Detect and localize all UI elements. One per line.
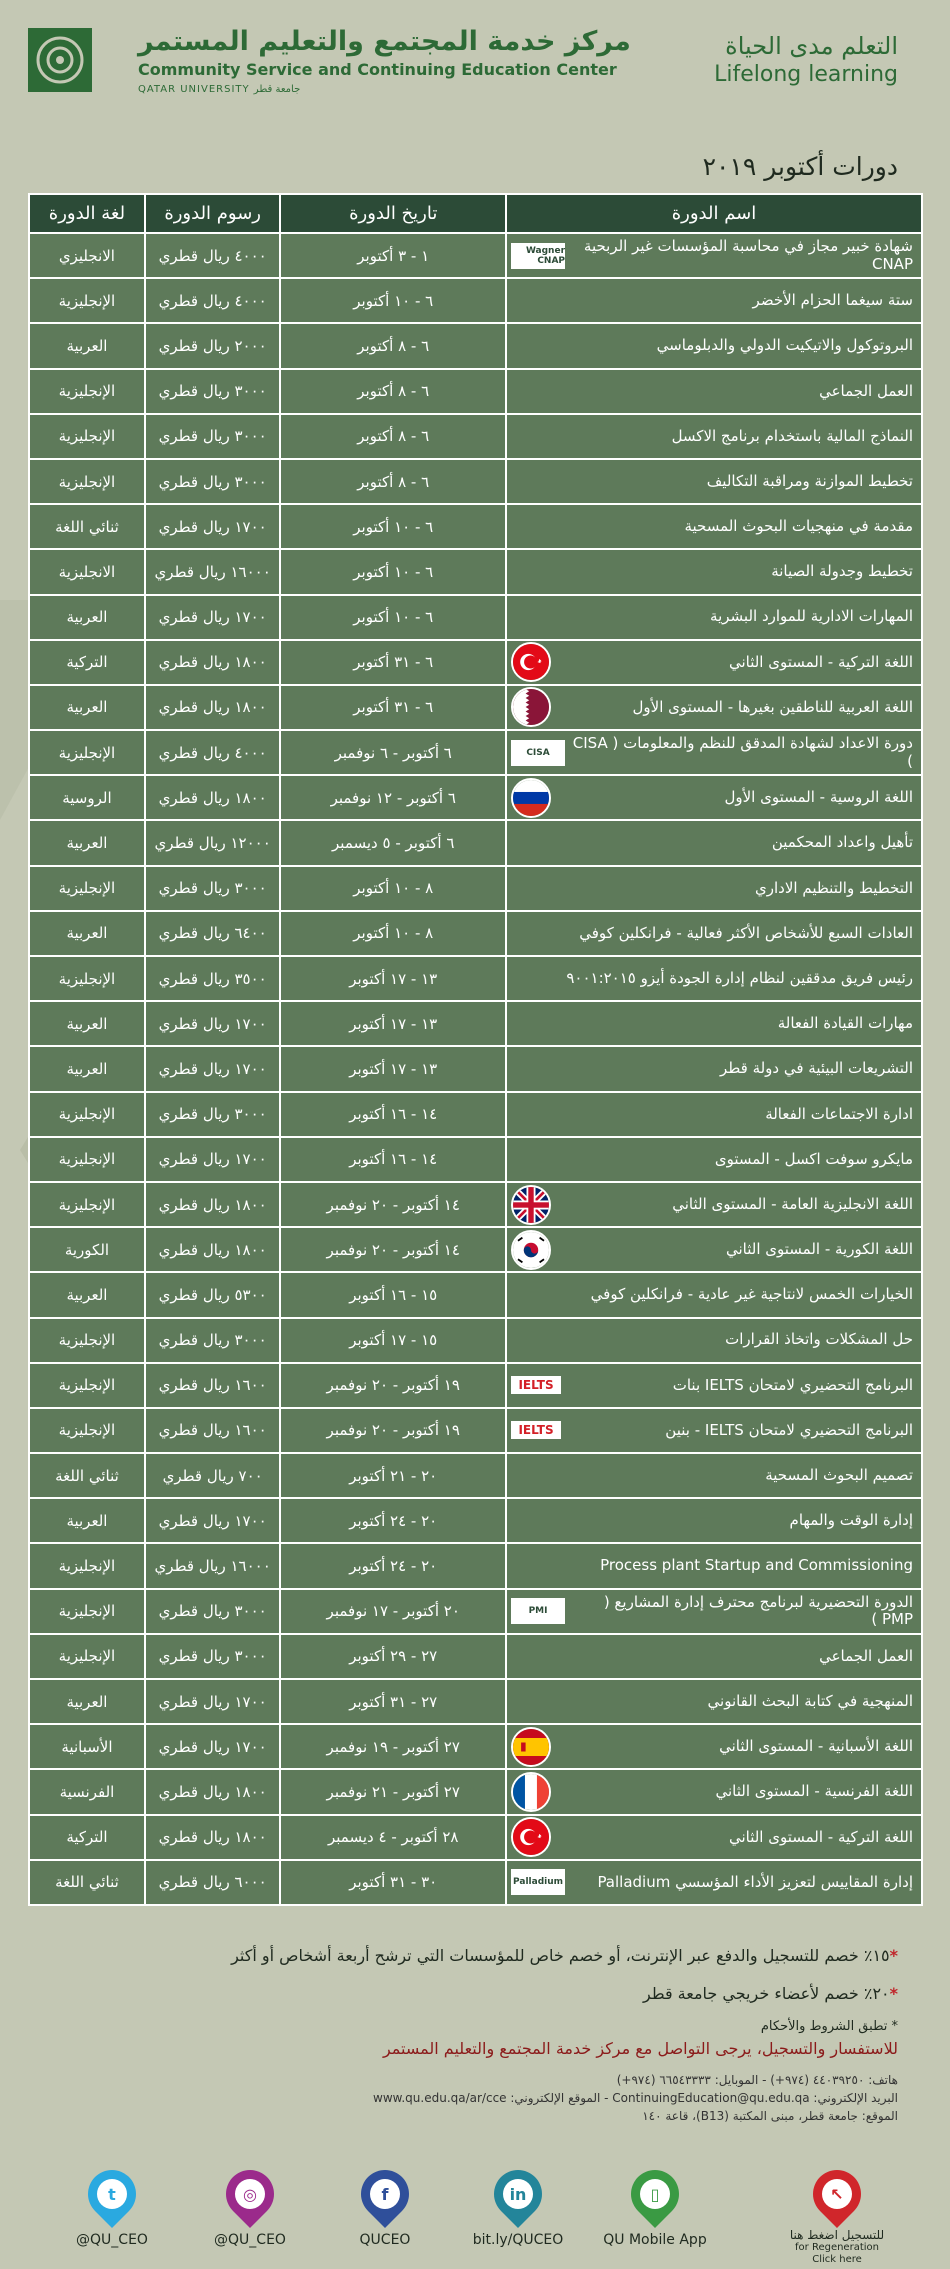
course-language: الإنجليزية [29, 1634, 145, 1679]
course-name: المهارات الادارية للموارد البشرية [710, 607, 913, 626]
course-name-cell [506, 233, 922, 278]
course-date: ٢٠ - ٢١ أكتوبر [280, 1453, 506, 1498]
course-date: ٦ - ٣١ أكتوبر [280, 640, 506, 685]
course-language: الروسية [29, 775, 145, 820]
course-fee: ٦٠٠٠ ريال قطري [145, 1860, 281, 1905]
course-fee: ٧٠٠ ريال قطري [145, 1453, 281, 1498]
header-lang: لغة الدورة [29, 194, 145, 233]
instagram-label[interactable]: @QU_CEO [214, 2232, 286, 2248]
table-row [29, 1137, 922, 1182]
table-row [29, 866, 922, 911]
twitter-icon[interactable]: t [78, 2160, 146, 2228]
discount-note-online: *١٥٪ خصم للتسجيل والدفع عبر الإنترنت، أو خصم خاص للمؤسسات التي ترشح أربعة أشخاص أو أكثر [231, 1946, 898, 1965]
course-name: ستة سيغما الحزام الأخضر [752, 291, 913, 310]
course-date: ١٤ أكتوبر - ٢٠ نوفمبر [280, 1227, 506, 1272]
course-date: ٨ - ١٠ أكتوبر [280, 911, 506, 956]
course-name-cell [506, 1408, 922, 1453]
course-name: اللغة الكورية - المستوى الثاني [725, 1240, 913, 1259]
course-fee: ١٨٠٠ ريال قطري [145, 1182, 281, 1227]
table-row [29, 369, 922, 414]
course-name: الخيارات الخمس لانتاجية غير عادية - فرانكلين كوفي [590, 1285, 913, 1304]
course-fee: ٣٠٠٠ ريال قطري [145, 1634, 281, 1679]
ielts-logo: IELTS [511, 1421, 561, 1439]
course-language: العربية [29, 1679, 145, 1724]
table-row [29, 1679, 922, 1724]
course-fee: ٣٠٠٠ ريال قطري [145, 866, 281, 911]
table-row [29, 1453, 922, 1498]
course-fee: ١٧٠٠ ريال قطري [145, 504, 281, 549]
course-language: الإنجليزية [29, 414, 145, 459]
course-fee: ١٧٠٠ ريال قطري [145, 1001, 281, 1046]
course-language: التركية [29, 1815, 145, 1860]
linkedin-icon[interactable]: in [484, 2160, 552, 2228]
course-name: المنهجية في كتابة البحث القانوني [707, 1691, 913, 1710]
course-name-cell [506, 1227, 922, 1272]
table-row [29, 1815, 922, 1860]
course-name-cell [506, 640, 922, 685]
course-language: الانجليزية [29, 549, 145, 594]
course-date: ٦ - ٨ أكتوبر [280, 323, 506, 368]
course-language: ثنائي اللغة [29, 1453, 145, 1498]
course-name: مقدمة في منهجيات البحوث المسحية [684, 517, 913, 536]
table-row [29, 1227, 922, 1272]
course-fee: ١٨٠٠ ريال قطري [145, 640, 281, 685]
course-date: ٦ - ٨ أكتوبر [280, 369, 506, 414]
course-name-cell [506, 1318, 922, 1363]
course-name-cell [506, 685, 922, 730]
social-mobile-app[interactable] [600, 2170, 710, 2248]
course-name: البروتوكول والاتيكيت الدولي والدبلوماسي [656, 336, 913, 355]
table-row [29, 956, 922, 1001]
course-fee: ٤٠٠٠ ريال قطري [145, 730, 281, 775]
course-name: تصميم البحوث المسحية [765, 1466, 913, 1485]
course-name: العمل الجماعي [819, 381, 913, 400]
course-name-cell [506, 1046, 922, 1091]
course-name: تخطيط الموازنة ومراقبة التكاليف [706, 471, 913, 490]
course-name: ادارة الاجتماعات الفعالة [765, 1104, 913, 1123]
table-row [29, 459, 922, 504]
flag-turkey-icon [511, 642, 551, 682]
table-row [29, 911, 922, 956]
course-name: اللغة التركية - المستوى الثاني [728, 652, 913, 671]
course-date: ٦ - ٨ أكتوبر [280, 414, 506, 459]
palladium-logo: Palladium [511, 1869, 565, 1895]
course-date: ١٣ - ١٧ أكتوبر [280, 1046, 506, 1091]
course-fee: ١٦٠٠ ريال قطري [145, 1408, 281, 1453]
course-name: اللغة العربية للناطقين بغيرها - المستوى الأول [632, 697, 913, 716]
course-name: العمل الجماعي [819, 1646, 913, 1665]
course-fee: ١٢٠٠٠ ريال قطري [145, 820, 281, 865]
table-row [29, 1860, 922, 1905]
course-fee: ١٨٠٠ ريال قطري [145, 1815, 281, 1860]
flag-uk-icon [511, 1185, 551, 1225]
table-row [29, 1001, 922, 1046]
course-language: العربية [29, 1272, 145, 1317]
header-date: تاريخ الدورة [280, 194, 506, 233]
course-date: ١٤ أكتوبر - ٢٠ نوفمبر [280, 1182, 506, 1227]
table-row [29, 1046, 922, 1091]
table-row [29, 1634, 922, 1679]
course-name-cell [506, 414, 922, 459]
course-name: اللغة الانجليزية العامة - المستوى الثاني [672, 1194, 913, 1213]
course-name: اللغة الأسبانية - المستوى الثاني [719, 1737, 913, 1756]
contact-email: البريد الإلكتروني: ContinuingEducation@qu.edu.qa - الموقع الإلكتروني: www.qu.edu.qa/ar/cce [373, 2091, 898, 2105]
center-name-ar: مركز خدمة المجتمع والتعليم المستمر [138, 26, 631, 57]
table-row [29, 1182, 922, 1227]
course-name: الدورة التحضيرية لبرنامج محترف إدارة المشاريع ( PMP ) [603, 1592, 913, 1629]
facebook-icon[interactable]: f [351, 2160, 419, 2228]
social-facebook[interactable] [330, 2170, 440, 2248]
terms-note: * تطبق الشروط والأحكام [760, 2019, 898, 2034]
course-language: العربية [29, 911, 145, 956]
mobile-app-label[interactable]: QU Mobile App [603, 2232, 707, 2248]
course-fee: ٥٣٠٠ ريال قطري [145, 1272, 281, 1317]
course-date: ١٤ - ١٦ أكتوبر [280, 1137, 506, 1182]
section-title: دورات أكتوبر ٢٠١٩ [702, 152, 898, 181]
course-date: ٢٧ - ٣١ أكتوبر [280, 1679, 506, 1724]
course-name-cell [506, 459, 922, 504]
course-fee: ١٧٠٠ ريال قطري [145, 1724, 281, 1769]
course-language: العربية [29, 820, 145, 865]
table-row [29, 1589, 922, 1634]
course-date: ٦ - ١٠ أكتوبر [280, 278, 506, 323]
cisa-logo: CISA [511, 740, 565, 766]
course-language: الأسبانية [29, 1724, 145, 1769]
course-fee: ١٨٠٠ ريال قطري [145, 1769, 281, 1814]
table-row [29, 1363, 922, 1408]
discount-note-alumni: *٢٠٪ خصم لأعضاء خريجي جامعة قطر [642, 1984, 898, 2003]
course-date: ١٣ - ١٧ أكتوبر [280, 956, 506, 1001]
course-language: العربية [29, 1046, 145, 1091]
course-fee: ١٦٠٠٠ ريال قطري [145, 549, 281, 594]
course-fee: ١٨٠٠ ريال قطري [145, 775, 281, 820]
contact-location: الموقع: جامعة قطر، مبنى المكتبة (B13)، قاعة ١٤٠ [642, 2109, 898, 2123]
course-name-cell [506, 1001, 922, 1046]
course-date: ١٥ - ١٧ أكتوبر [280, 1318, 506, 1363]
course-fee: ١٧٠٠ ريال قطري [145, 1679, 281, 1724]
course-language: الانجليزي [29, 233, 145, 278]
course-language: الإنجليزية [29, 1363, 145, 1408]
course-language: ثنائي اللغة [29, 1860, 145, 1905]
course-name: التشريعات البيئية في دولة قطر [720, 1059, 913, 1078]
course-fee: ١٧٠٠ ريال قطري [145, 595, 281, 640]
flag-turkey-icon [511, 1817, 551, 1857]
course-language: ثنائي اللغة [29, 504, 145, 549]
course-name: تأهيل واعداد المحكمين [771, 833, 913, 852]
course-date: ٢٧ - ٢٩ أكتوبر [280, 1634, 506, 1679]
course-language: العربية [29, 323, 145, 368]
table-row [29, 1272, 922, 1317]
wagner-logo: Wagner CNAP [511, 243, 565, 269]
flag-spain-icon [511, 1727, 551, 1767]
course-name-cell [506, 1589, 922, 1634]
course-name: اللغة التركية - المستوى الثاني [728, 1827, 913, 1846]
flag-korea-icon [511, 1230, 551, 1270]
course-name-cell [506, 1724, 922, 1769]
course-name-cell [506, 775, 922, 820]
table-row [29, 278, 922, 323]
course-language: الإنجليزية [29, 1589, 145, 1634]
course-fee: ٣٠٠٠ ريال قطري [145, 1318, 281, 1363]
course-fee: ١٧٠٠ ريال قطري [145, 1498, 281, 1543]
course-name: إدارة الوقت والمهام [789, 1511, 913, 1530]
course-name: التخطيط والتنظيم الاداري [755, 878, 913, 897]
course-language: الإنجليزية [29, 730, 145, 775]
course-name-cell [506, 1453, 922, 1498]
course-name: Process plant Startup and Commissioning [600, 1556, 913, 1575]
course-name-cell [506, 595, 922, 640]
course-date: ١٩ أكتوبر - ٢٠ نوفمبر [280, 1408, 506, 1453]
courses-table [28, 193, 923, 1906]
course-name-cell [506, 820, 922, 865]
table-row [29, 1543, 922, 1588]
course-name-cell [506, 1182, 922, 1227]
course-name: البرنامج التحضيري لامتحان IELTS بنات [672, 1375, 913, 1394]
course-date: ٦ أكتوبر - ١٢ نوفمبر [280, 775, 506, 820]
course-date: ٢٠ أكتوبر - ١٧ نوفمبر [280, 1589, 506, 1634]
course-fee: ٣٠٠٠ ريال قطري [145, 459, 281, 504]
social-twitter[interactable] [57, 2170, 167, 2248]
course-language: العربية [29, 595, 145, 640]
course-name-cell [506, 1815, 922, 1860]
course-name: اللغة الروسية - المستوى الأول [724, 788, 913, 807]
course-fee: ٣٠٠٠ ريال قطري [145, 369, 281, 414]
course-name-cell [506, 1679, 922, 1724]
social-linkedin[interactable] [463, 2170, 573, 2248]
course-name-cell [506, 1769, 922, 1814]
course-date: ٦ أكتوبر - ٥ ديسمبر [280, 820, 506, 865]
course-fee: ٣٠٠٠ ريال قطري [145, 1092, 281, 1137]
course-fee: ١٨٠٠ ريال قطري [145, 685, 281, 730]
header-fee: رسوم الدورة [145, 194, 281, 233]
table-row [29, 549, 922, 594]
course-language: الإنجليزية [29, 956, 145, 1001]
course-fee: ١٦٠٠ ريال قطري [145, 1363, 281, 1408]
course-fee: ١٧٠٠ ريال قطري [145, 1137, 281, 1182]
table-row [29, 775, 922, 820]
course-language: الإنجليزية [29, 278, 145, 323]
table-row [29, 820, 922, 865]
table-row [29, 595, 922, 640]
course-date: ٦ - ١٠ أكتوبر [280, 504, 506, 549]
course-fee: ٣٥٠٠ ريال قطري [145, 956, 281, 1001]
contact-phone: هاتف: ٤٤٠٣٩٢٥٠ (٩٧٤+) - الموبايل: ٦٦٥٤٣٣٣٣ (٩٧٤+) [616, 2073, 898, 2087]
table-row [29, 1092, 922, 1137]
course-date: ١٩ أكتوبر - ٢٠ نوفمبر [280, 1363, 506, 1408]
table-row [29, 1724, 922, 1769]
mobile-app-icon[interactable]: ▯ [621, 2160, 689, 2228]
course-name-cell [506, 278, 922, 323]
facebook-label[interactable]: QUCEO [359, 2232, 411, 2248]
course-date: ٦ - ١٠ أكتوبر [280, 549, 506, 594]
course-date: ٦ - ٣١ أكتوبر [280, 685, 506, 730]
course-fee: ٤٠٠٠ ريال قطري [145, 233, 281, 278]
course-name-cell [506, 369, 922, 414]
course-name: تخطيط وجدولة الصيانة [771, 562, 913, 581]
course-name-cell [506, 323, 922, 368]
register-button[interactable] [782, 2170, 892, 2266]
social-instagram[interactable] [195, 2170, 305, 2248]
table-row [29, 504, 922, 549]
linkedin-label[interactable]: bit.ly/QUCEO [472, 2232, 564, 2248]
ielts-logo: IELTS [511, 1376, 561, 1394]
course-name-cell [506, 1092, 922, 1137]
course-date: ٢٧ أكتوبر - ١٩ نوفمبر [280, 1724, 506, 1769]
course-date: ١٤ - ١٦ أكتوبر [280, 1092, 506, 1137]
course-name-cell [506, 911, 922, 956]
table-row [29, 414, 922, 459]
course-fee: ٤٠٠٠ ريال قطري [145, 278, 281, 323]
course-language: الإنجليزية [29, 369, 145, 414]
course-name: مايكرو سوفت اكسل - المستوى [714, 1149, 913, 1168]
course-language: الإنجليزية [29, 1408, 145, 1453]
table-row [29, 1408, 922, 1453]
course-language: الإنجليزية [29, 1182, 145, 1227]
course-name-cell [506, 549, 922, 594]
course-language: الإنجليزية [29, 866, 145, 911]
course-date: ٢٠ - ٢٤ أكتوبر [280, 1498, 506, 1543]
course-name-cell [506, 1860, 922, 1905]
course-name: دورة الاعداد لشهادة المدقق للنظم والمعلومات ( CISA ) [572, 734, 913, 770]
course-name-cell [506, 1137, 922, 1182]
course-language: العربية [29, 1001, 145, 1046]
course-date: ١٥ - ١٦ أكتوبر [280, 1272, 506, 1317]
course-date: ٨ - ١٠ أكتوبر [280, 866, 506, 911]
flag-france-icon [511, 1772, 551, 1812]
course-fee: ١٨٠٠ ريال قطري [145, 1227, 281, 1272]
course-name-cell [506, 730, 922, 775]
course-fee: ٦٤٠٠ ريال قطري [145, 911, 281, 956]
course-name: رئيس فريق مدققين لنظام إدارة الجودة أيزو ٩٠٠١:٢٠١٥ [566, 968, 913, 987]
table-row [29, 1769, 922, 1814]
course-date: ٢٧ أكتوبر - ٢١ نوفمبر [280, 1769, 506, 1814]
table-row [29, 730, 922, 775]
table-row [29, 640, 922, 685]
qu-logo-icon [28, 28, 92, 92]
course-name-cell [506, 1272, 922, 1317]
course-language: الإنجليزية [29, 1137, 145, 1182]
table-row [29, 685, 922, 730]
course-name: العادات السبع للأشخاص الأكثر فعالية - فرانكلين كوفي [579, 923, 913, 942]
header-name: اسم الدورة [506, 194, 922, 233]
course-fee: ٢٠٠٠ ريال قطري [145, 323, 281, 368]
course-name-cell [506, 504, 922, 549]
course-name-cell [506, 1363, 922, 1408]
course-language: التركية [29, 640, 145, 685]
course-name-cell [506, 956, 922, 1001]
course-name: اللغة الفرنسية - المستوى الثاني [715, 1782, 913, 1801]
instagram-icon[interactable]: ◎ [216, 2160, 284, 2228]
course-fee: ١٧٠٠ ريال قطري [145, 1046, 281, 1091]
course-fee: ٣٠٠٠ ريال قطري [145, 414, 281, 459]
course-name: حل المشكلات واتخاذ القرارات [725, 1330, 913, 1349]
course-fee: ٣٠٠٠ ريال قطري [145, 1589, 281, 1634]
flag-qatar-icon [511, 687, 551, 727]
course-name: إدارة المقاييس لتعزيز الأداء المؤسسي Palladium [597, 1872, 913, 1891]
table-row [29, 1318, 922, 1363]
course-date: ٣٠ - ٣١ أكتوبر [280, 1860, 506, 1905]
pmi-logo: PMI [511, 1598, 565, 1624]
university-name: QATAR UNIVERSITY جامعة قطر [138, 84, 301, 95]
course-language: الإنجليزية [29, 1543, 145, 1588]
course-name: البرنامج التحضيري لامتحان IELTS - بنين [665, 1420, 913, 1439]
course-name-cell [506, 1634, 922, 1679]
table-row [29, 1498, 922, 1543]
course-name: النماذج المالية باستخدام برنامج الاكسل [671, 426, 913, 445]
contact-heading: للاستفسار والتسجيل، يرجى التواصل مع مركز خدمة المجتمع والتعليم المستمر [382, 2039, 898, 2058]
course-date: ١ - ٣ أكتوبر [280, 233, 506, 278]
course-fee: ١٦٠٠٠ ريال قطري [145, 1543, 281, 1588]
course-name-cell [506, 1498, 922, 1543]
register-label[interactable]: للتسجيل اضغط هنا for Regeneration Click here [789, 2228, 885, 2266]
course-language: الفرنسية [29, 1769, 145, 1814]
header [0, 0, 950, 130]
register-icon[interactable]: ↖ [803, 2160, 871, 2228]
course-name-cell [506, 1543, 922, 1588]
motto-ar: التعلم مدى الحياة [725, 32, 898, 60]
course-language: الإنجليزية [29, 1092, 145, 1137]
course-date: ٢٨ أكتوبر - ٤ ديسمبر [280, 1815, 506, 1860]
table-header-row [29, 194, 922, 233]
twitter-label[interactable]: @QU_CEO [76, 2232, 148, 2248]
course-date: ٢٠ - ٢٤ أكتوبر [280, 1543, 506, 1588]
course-language: الكورية [29, 1227, 145, 1272]
course-date: ١٣ - ١٧ أكتوبر [280, 1001, 506, 1046]
table-row [29, 233, 922, 278]
motto-en: Lifelong learning [714, 62, 898, 87]
course-date: ٦ - ٨ أكتوبر [280, 459, 506, 504]
course-date: ٦ أكتوبر - ٦ نوفمبر [280, 730, 506, 775]
course-language: العربية [29, 685, 145, 730]
table-row [29, 323, 922, 368]
course-language: العربية [29, 1498, 145, 1543]
course-date: ٦ - ١٠ أكتوبر [280, 595, 506, 640]
course-name-cell [506, 866, 922, 911]
course-language: الإنجليزية [29, 1318, 145, 1363]
course-name: شهادة خبير مجاز في محاسبة المؤسسات غير الربحية CNAP [583, 237, 913, 273]
center-name-en: Community Service and Continuing Education Center [138, 60, 617, 79]
course-language: الإنجليزية [29, 459, 145, 504]
course-name: مهارات القيادة الفعالة [777, 1014, 913, 1033]
flag-russia-icon [511, 778, 551, 818]
